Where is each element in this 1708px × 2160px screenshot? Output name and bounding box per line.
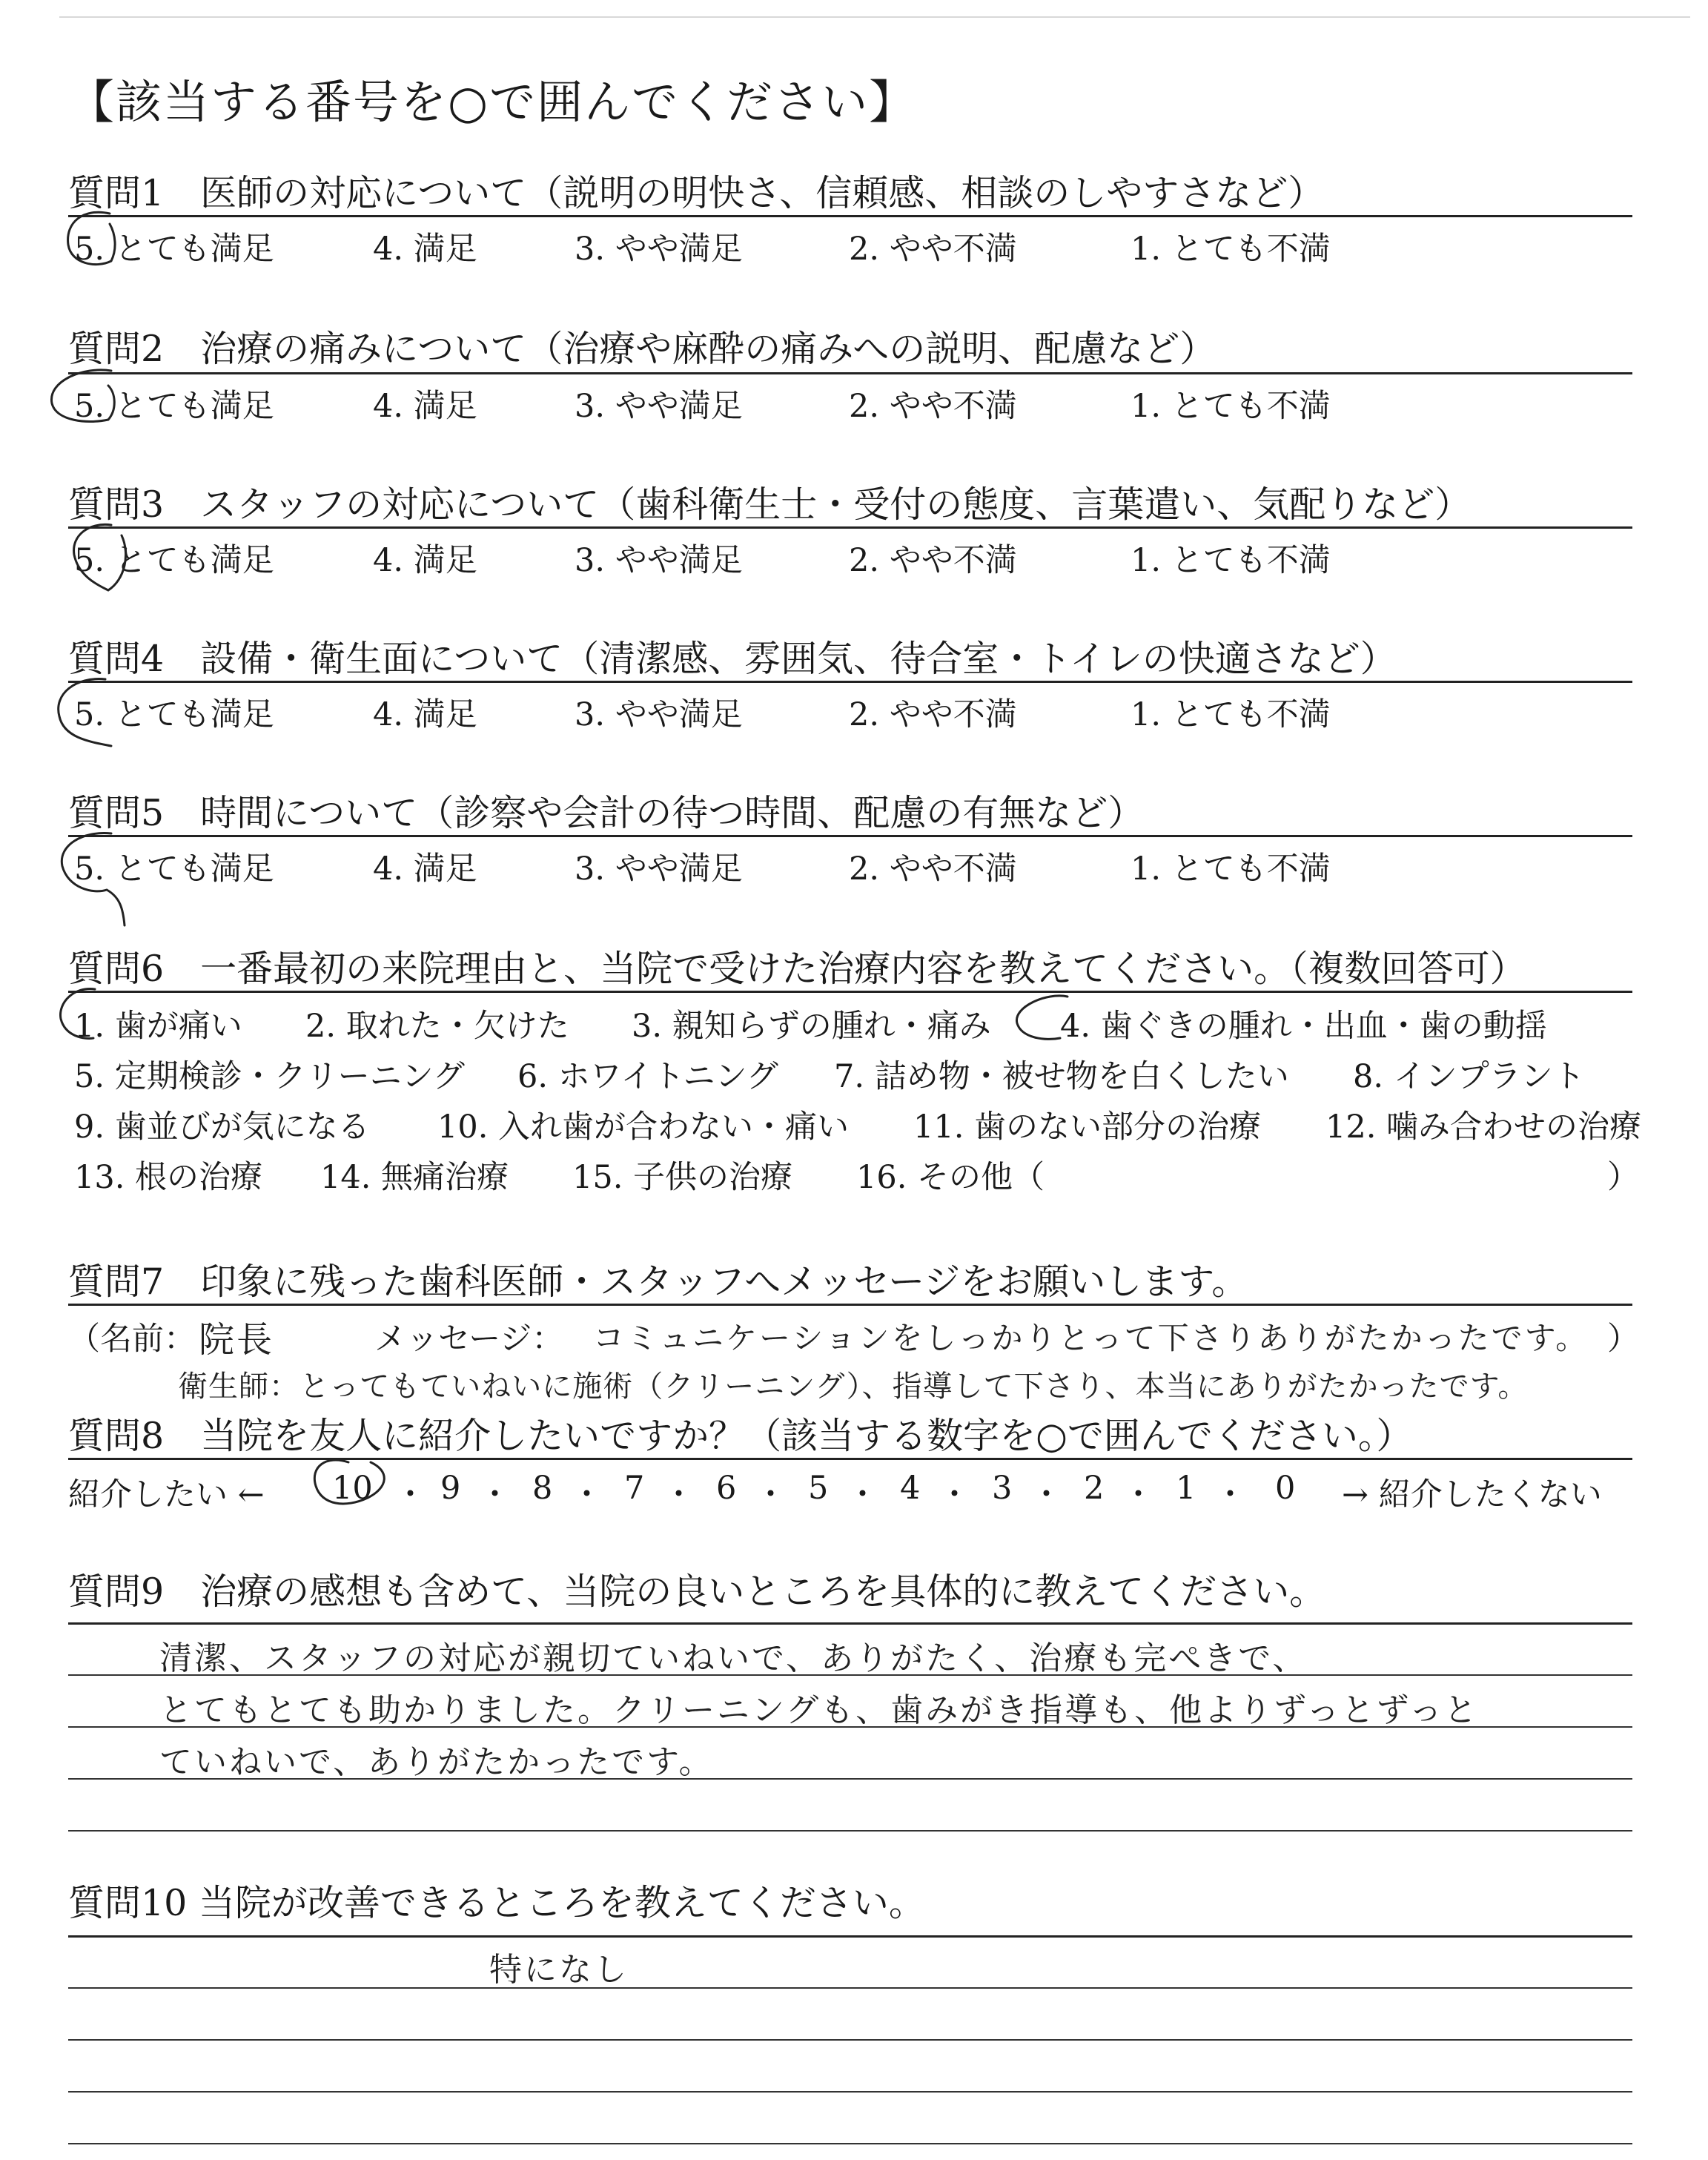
q7-name-value[interactable]: 院長: [199, 1319, 275, 1361]
q8-scale-10[interactable]: 10: [332, 1470, 373, 1507]
q10-answer[interactable]: 特になし: [489, 1951, 629, 1989]
q8-scale-6[interactable]: 6: [716, 1470, 737, 1507]
q1-option-1[interactable]: 1. とても不満: [1131, 231, 1331, 268]
q8-scale-0[interactable]: 0: [1275, 1470, 1296, 1507]
q6-option-7[interactable]: 7. 詰め物・被せ物を白くしたい: [834, 1058, 1289, 1095]
q4-selection-circle: [59, 679, 111, 746]
q2-option-5[interactable]: 5. とても満足: [74, 388, 274, 425]
q9-answer-line-1[interactable]: 清潔、スタッフの対応が親切ていねいで、ありがたく、治療も完ぺきで、: [159, 1639, 1308, 1677]
q4-option-3[interactable]: 3. やや満足: [575, 696, 743, 733]
q6-option-1[interactable]: 1. 歯が痛い: [74, 1008, 242, 1045]
q2-option-2[interactable]: 2. やや不満: [849, 388, 1017, 425]
q1-option-5[interactable]: 5. とても満足: [74, 231, 274, 268]
question-6-title: 質問6 一番最初の来院理由と、当院で受けた治療内容を教えてください。（複数回答可）: [68, 948, 1526, 990]
q8-scale-2[interactable]: 2: [1084, 1470, 1105, 1507]
q8-dot: ・: [755, 1476, 787, 1513]
q6-option-9[interactable]: 9. 歯並びが気になる: [74, 1109, 370, 1146]
q8-scale-8[interactable]: 8: [532, 1470, 553, 1507]
q8-scale-4[interactable]: 4: [900, 1470, 921, 1507]
q6-option-10[interactable]: 10. 入れ歯が合わない・痛い: [437, 1109, 850, 1146]
q8-dot: ・: [571, 1476, 603, 1513]
q4-option-2[interactable]: 2. やや不満: [849, 696, 1017, 733]
q8-dot: ・: [1214, 1476, 1246, 1513]
q8-scale-1[interactable]: 1: [1176, 1470, 1196, 1507]
q5-option-2[interactable]: 2. やや不満: [849, 851, 1017, 888]
q6-option-12[interactable]: 12. 噛み合わせの治療: [1325, 1109, 1642, 1146]
q5-selection-circle: [62, 833, 125, 925]
q6-option-4[interactable]: 4. 歯ぐきの腫れ・出血・歯の動揺: [1060, 1008, 1547, 1045]
question-7-title: 質問7 印象に残った歯科医師・スタッフへメッセージをお願いします。: [68, 1261, 1248, 1303]
q2-option-1[interactable]: 1. とても不満: [1131, 388, 1331, 425]
question-3-title: 質問3 スタッフの対応について（歯科衛生士・受付の態度、言葉遣い、気配りなど）: [68, 483, 1472, 526]
q5-option-5[interactable]: 5. とても満足: [74, 851, 274, 888]
question-1-title: 質問1 医師の対応について（説明の明快さ、信頼感、相談のしやすさなど）: [68, 172, 1325, 214]
q7-message-value[interactable]: コミュニケーションをしっかりとって下さりありがたかったです。: [593, 1320, 1589, 1356]
q7-name-label: （名前：: [68, 1321, 196, 1358]
q6-option-14[interactable]: 14. 無痛治療: [320, 1159, 509, 1196]
q8-scale-5[interactable]: 5: [808, 1470, 829, 1507]
q8-scale-3[interactable]: 3: [992, 1470, 1013, 1507]
q5-option-4[interactable]: 4. 満足: [373, 851, 477, 888]
q8-dot: ・: [1122, 1476, 1154, 1513]
q8-scale-7[interactable]: 7: [624, 1470, 645, 1507]
q8-dot: ・: [1030, 1476, 1062, 1513]
q6-option-1-circle: [61, 989, 95, 1039]
q6-option-15[interactable]: 15. 子供の治療: [572, 1159, 793, 1196]
q3-option-4[interactable]: 4. 満足: [373, 542, 477, 579]
q2-selection-circle: [51, 370, 114, 422]
q8-right-label: → 紹介したくない: [1342, 1476, 1602, 1513]
q6-option-13[interactable]: 13. 根の治療: [74, 1159, 263, 1196]
question-9-title: 質問9 治療の感想も含めて、当院の良いところを具体的に教えてください。: [68, 1571, 1326, 1613]
q1-option-3[interactable]: 3. やや満足: [575, 231, 743, 268]
q7-extra-message[interactable]: 衛生師：とってもていねいに施術（クリーニング）、指導して下さり、本当にありがたかったです。: [178, 1370, 1529, 1404]
q1-option-2[interactable]: 2. やや不満: [849, 231, 1017, 268]
question-10-title: 質問10 当院が改善できるところを教えてください。: [68, 1882, 925, 1924]
q6-option-3[interactable]: 3. 親知らずの腫れ・痛み: [632, 1008, 991, 1045]
q8-selection-circle: [314, 1460, 384, 1504]
q8-dot: ・: [847, 1476, 878, 1513]
q6-option-6[interactable]: 6. ホワイトニング: [517, 1058, 778, 1095]
q8-dot: ・: [939, 1476, 970, 1513]
q3-option-1[interactable]: 1. とても不満: [1131, 542, 1331, 579]
question-2-title: 質問2 治療の痛みについて（治療や麻酔の痛みへの説明、配慮など）: [68, 328, 1217, 370]
q6-other-close-paren: ）: [1607, 1159, 1639, 1196]
q8-left-label: 紹介したい ←: [68, 1476, 265, 1513]
q8-dot: ・: [479, 1476, 511, 1513]
q4-option-1[interactable]: 1. とても不満: [1131, 696, 1331, 733]
q6-option-2[interactable]: 2. 取れた・欠けた: [305, 1008, 569, 1045]
q6-option-5[interactable]: 5. 定期検診・クリーニング: [74, 1058, 465, 1095]
q2-option-4[interactable]: 4. 満足: [373, 388, 477, 425]
q6-option-8[interactable]: 8. インプラント: [1353, 1058, 1585, 1095]
q3-selection-circle: [74, 524, 126, 590]
form-heading: 【該当する番号を○で囲んでください】: [68, 75, 917, 129]
q4-option-4[interactable]: 4. 満足: [373, 696, 477, 733]
q6-option-11[interactable]: 11. 歯のない部分の治療: [913, 1109, 1262, 1146]
q3-option-3[interactable]: 3. やや満足: [575, 542, 743, 579]
q5-option-3[interactable]: 3. やや満足: [575, 851, 743, 888]
q9-answer-line-3[interactable]: ていねいで、ありがたかったです。: [159, 1743, 714, 1781]
question-4-title: 質問4 設備・衛生面について（清潔感、雰囲気、待合室・トイレの快適さなど）: [68, 638, 1397, 680]
q7-message-label: メッセージ：: [374, 1321, 564, 1358]
q7-close-paren: ）: [1607, 1321, 1639, 1358]
q5-option-1[interactable]: 1. とても不満: [1131, 851, 1331, 888]
question-8-title: 質問8 当院を友人に紹介したいですか？（該当する数字を○で囲んでください。）: [68, 1415, 1413, 1457]
q3-option-5[interactable]: 5. とても満足: [74, 542, 274, 579]
q4-option-5[interactable]: 5. とても満足: [74, 696, 274, 733]
q6-option-16[interactable]: 16. その他（: [856, 1159, 1045, 1196]
q9-answer-line-2[interactable]: とてもとても助かりました。クリーニングも、歯みがき指導も、他よりずっとずっと: [159, 1691, 1479, 1729]
q8-dot: ・: [394, 1476, 426, 1513]
q2-option-3[interactable]: 3. やや満足: [575, 388, 743, 425]
q8-scale-9[interactable]: 9: [440, 1470, 461, 1507]
q3-option-2[interactable]: 2. やや不満: [849, 542, 1017, 579]
q6-option-4-circle: [1016, 996, 1068, 1039]
q1-option-4[interactable]: 4. 満足: [373, 231, 477, 268]
question-5-title: 質問5 時間について（診察や会計の待つ時間、配慮の有無など）: [68, 792, 1145, 834]
q8-dot: ・: [663, 1476, 695, 1513]
q1-selection-circle: [68, 212, 116, 264]
